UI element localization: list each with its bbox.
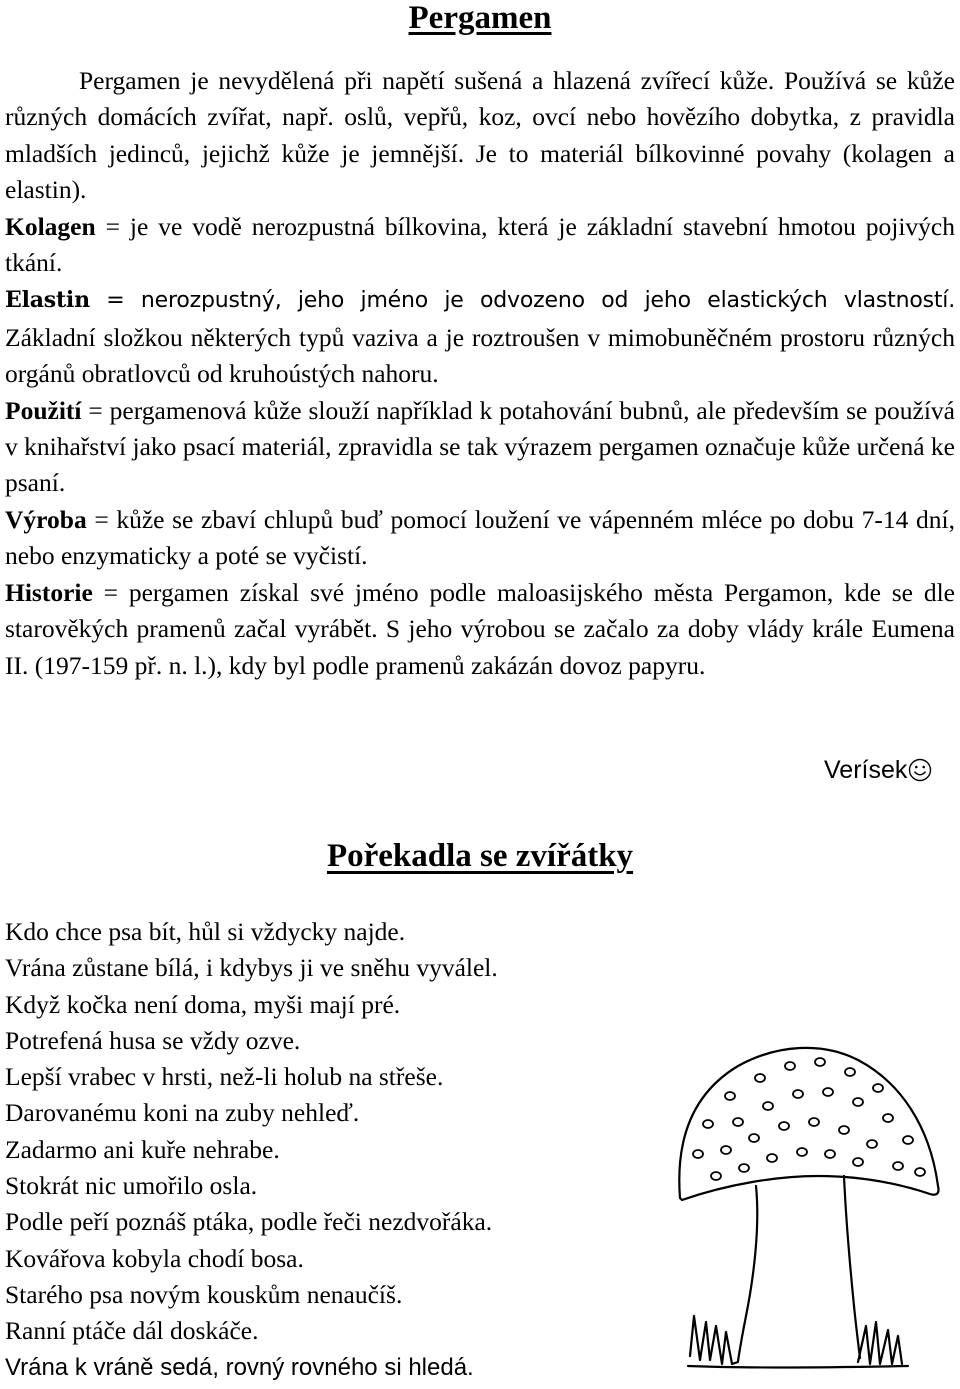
proverb-item: Zadarmo ani kuře nehrabe. (5, 1134, 280, 1164)
definition-vyroba: = kůže se zbaví chlupů buď pomocí loužení ve vápenném mléce po dobu 7-14 dní, nebo enzymaticky a poté se vyčistí. (5, 504, 955, 571)
proverb-item: Kdo chce psa bít, hůl si vždycky najde. (5, 917, 406, 946)
definition-pouziti: = pergamenová kůže slouží například k potahování bubnů, ale především se používá v knihařství jako psací materiál, zpravidla se tak výrazem pergamen označuje kůže určená ke psaní. (5, 395, 955, 498)
paragraph-pouziti (5, 393, 955, 502)
paragraph-historie (5, 575, 955, 684)
paragraph-kolagen (5, 209, 955, 282)
author-signature (824, 752, 932, 792)
proverb-item: Ranní ptáče dál doskáče. (5, 1316, 259, 1346)
page-title: Pergamen (408, 0, 552, 36)
article-pergamen (5, 63, 955, 684)
term-elastin: Elastin (5, 287, 90, 314)
proverb-item: Starého psa novým kouskům nenaučíš. (5, 1279, 403, 1309)
proverb-item: Podle peří poznáš ptáka, podle řeči nezdvořáka. (5, 1207, 493, 1237)
term-vyroba: Výroba (5, 504, 87, 534)
proverb-item: Kovářova kobyla chodí bosa. (5, 1243, 304, 1273)
author-name: Verísek (824, 756, 908, 784)
proverb-item: Vrána zůstane bílá, i kdybys ji ve sněhu vyválel. (5, 953, 498, 983)
term-kolagen: Kolagen (5, 211, 96, 241)
definition-historie: = pergamen získal své jméno podle maloasijského města Pergamon, kde se dle starověkých pramenů začal vyrábět. S jeho výrobou se začalo za doby vlády krále Eumena II. (197-159 př. n. l.), kdy byl podle pramenů zakázán dovoz papyru. (5, 577, 955, 680)
proverb-item: Lepší vrabec v hrsti, než-li holub na střeše. (5, 1062, 444, 1092)
definition-elastin-a: = nerozpustný, jeho jméno je odvozeno od jeho elastických vlastností. (89, 288, 955, 314)
term-historie: Historie (5, 577, 93, 607)
paragraph-vyroba (5, 502, 955, 575)
smiley-icon (908, 756, 932, 792)
paragraph-elastin (5, 281, 955, 392)
proverbs-title: Pořekadla se zvířátky (326, 838, 634, 874)
proverb-item: Darovanému koni na zuby nehleď. (5, 1098, 360, 1128)
article-intro: Pergamen je nevydělená při napětí sušená a hlazená zvířecí kůže. Používá se kůže různých domácích zvířat, např. oslů, vepřů, koz, ovcí nebo hovězího dobytka, z pravidla mladších jedinců, jejichž kůže je jemnější. Je to materiál bílkovinné povahy (kolagen a elastin). (5, 66, 955, 205)
mushroom-drawing (668, 1026, 958, 1389)
definition-kolagen: = je ve vodě nerozpustná bílkovina, která je základní stavební hmotou pojivých tkání. (5, 211, 955, 278)
term-pouziti: Použití (5, 395, 82, 425)
proverb-item: Když kočka není doma, myši mají pré. (5, 989, 401, 1019)
proverb-item: Vrána k vráně sedá, rovný rovného si hledá. (5, 1353, 474, 1381)
proverb-item: Potrefená husa se vždy ozve. (5, 1025, 301, 1055)
proverb-item: Stokrát nic umořilo osla. (5, 1171, 258, 1201)
definition-elastin-b: Základní složkou některých typů vaziva a je roztroušen v mimobuněčném prostoru různých orgánů obratlovců od kruhoústých nahoru. (5, 322, 955, 389)
proverbs-list (5, 914, 498, 1386)
